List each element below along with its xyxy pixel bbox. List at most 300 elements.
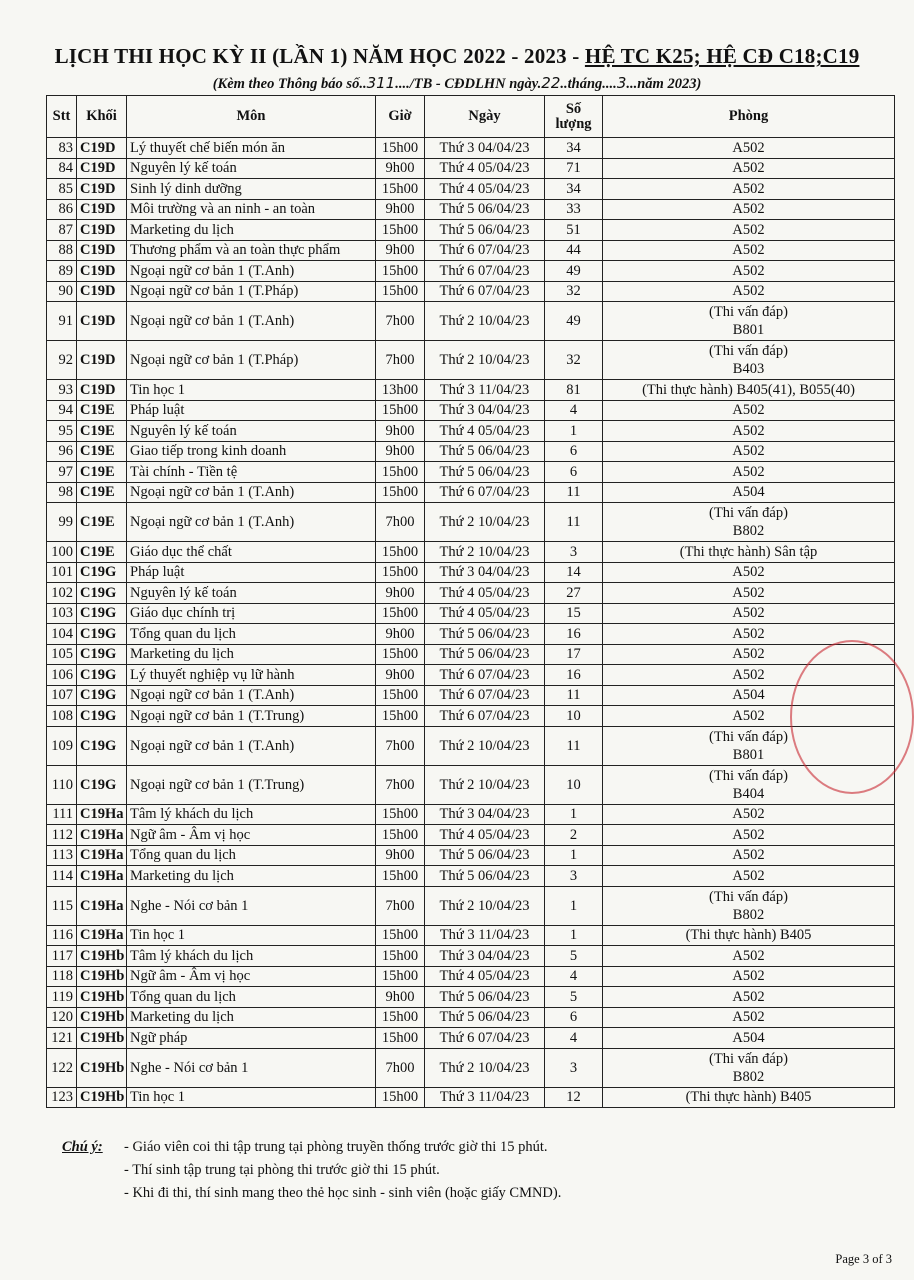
table-row [47, 624, 895, 645]
cell-mon: Tổng quan du lịch [127, 624, 376, 645]
cell-ngay: Thứ 2 10/04/23 [425, 1048, 545, 1087]
cell-khoi: C19Ha [77, 866, 127, 887]
cell-stt: 91 [47, 302, 77, 341]
room-text: (Thi vấn đáp) [709, 505, 788, 521]
table-row [47, 1028, 895, 1049]
cell-mon: Marketing du lịch [127, 866, 376, 887]
table-row [47, 138, 895, 159]
room-text-line2: B403 [732, 361, 765, 377]
col-gio: Giờ [376, 96, 425, 138]
table-row [47, 482, 895, 503]
col-stt: Stt [47, 96, 77, 138]
cell-khoi: C19Ha [77, 886, 127, 925]
cell-gio: 9h00 [376, 199, 425, 220]
table-row [47, 462, 895, 483]
cell-ngay: Thứ 3 11/04/23 [425, 1087, 545, 1108]
cell-gio: 9h00 [376, 421, 425, 442]
cell-phong [603, 421, 895, 442]
cell-so-luong: 1 [545, 886, 603, 925]
cell-stt: 120 [47, 1007, 77, 1028]
cell-so-luong: 10 [545, 765, 603, 804]
cell-phong [603, 400, 895, 421]
cell-ngay: Thứ 3 04/04/23 [425, 138, 545, 159]
cell-gio: 13h00 [376, 380, 425, 401]
cell-ngay: Thứ 6 07/04/23 [425, 261, 545, 282]
cell-mon: Tâm lý khách du lịch [127, 946, 376, 967]
cell-phong [603, 886, 895, 925]
cell-mon: Ngoại ngữ cơ bản 1 (T.Anh) [127, 726, 376, 765]
cell-ngay: Thứ 5 06/04/23 [425, 462, 545, 483]
cell-ngay: Thứ 6 07/04/23 [425, 706, 545, 727]
cell-ngay: Thứ 2 10/04/23 [425, 341, 545, 380]
cell-gio: 15h00 [376, 281, 425, 302]
cell-mon: Marketing du lịch [127, 220, 376, 241]
cell-khoi: C19D [77, 261, 127, 282]
table-row [47, 583, 895, 604]
cell-phong [603, 158, 895, 179]
cell-khoi: C19D [77, 341, 127, 380]
cell-khoi: C19Ha [77, 825, 127, 846]
room-text: A502 [732, 707, 765, 724]
cell-so-luong: 44 [545, 240, 603, 261]
table-row [47, 825, 895, 846]
cell-so-luong: 11 [545, 503, 603, 542]
cell-ngay: Thứ 5 06/04/23 [425, 441, 545, 462]
cell-khoi: C19Hb [77, 1007, 127, 1028]
cell-ngay: Thứ 4 05/04/23 [425, 825, 545, 846]
cell-phong [603, 503, 895, 542]
cell-gio: 9h00 [376, 583, 425, 604]
cell-khoi: C19D [77, 138, 127, 159]
cell-ngay: Thứ 6 07/04/23 [425, 281, 545, 302]
cell-stt: 97 [47, 462, 77, 483]
cell-mon: Ngữ pháp [127, 1028, 376, 1049]
cell-mon: Tin học 1 [127, 1087, 376, 1108]
table-row [47, 179, 895, 200]
cell-gio: 9h00 [376, 158, 425, 179]
cell-khoi: C19Hb [77, 966, 127, 987]
cell-khoi: C19G [77, 583, 127, 604]
cell-khoi: C19Hb [77, 987, 127, 1008]
cell-ngay: Thứ 3 04/04/23 [425, 804, 545, 825]
note-line: - Giáo viên coi thi tập trung tại phòng truyền thống trước giờ thi 15 phút. [124, 1139, 548, 1155]
cell-khoi: C19D [77, 220, 127, 241]
cell-khoi: C19G [77, 624, 127, 645]
table-row [47, 421, 895, 442]
cell-so-luong: 16 [545, 665, 603, 686]
cell-stt: 100 [47, 542, 77, 563]
room-text-line2: B801 [732, 322, 765, 338]
cell-khoi: C19Hb [77, 1048, 127, 1087]
cell-gio: 15h00 [376, 706, 425, 727]
cell-mon: Marketing du lịch [127, 1007, 376, 1028]
cell-so-luong: 6 [545, 441, 603, 462]
table-row [47, 503, 895, 542]
cell-ngay: Thứ 6 07/04/23 [425, 685, 545, 706]
doc-month: 3 [616, 74, 627, 92]
page-subtitle [0, 74, 914, 93]
room-text: A502 [732, 564, 765, 581]
table-row [47, 542, 895, 563]
cell-stt: 112 [47, 825, 77, 846]
cell-stt: 101 [47, 562, 77, 583]
cell-so-luong: 4 [545, 966, 603, 987]
cell-gio: 7h00 [376, 765, 425, 804]
title-main: LỊCH THI HỌC KỲ II (LẦN 1) NĂM HỌC 2022 - 2023 - [54, 44, 585, 68]
cell-mon: Pháp luật [127, 400, 376, 421]
col-khoi: Khối [77, 96, 127, 138]
table-row [47, 380, 895, 401]
cell-phong [603, 240, 895, 261]
sub-mid: ..../TB - CĐDLHN ngày. [395, 76, 542, 92]
room-text: (Thi vấn đáp) [709, 888, 788, 905]
table-row [47, 158, 895, 179]
cell-mon: Thương phẩm và an toàn thực phẩm [127, 240, 376, 261]
cell-so-luong: 71 [545, 158, 603, 179]
page-title [0, 44, 914, 69]
cell-khoi: C19D [77, 302, 127, 341]
cell-khoi: C19E [77, 482, 127, 503]
room-text: (Thi vấn đáp) [709, 343, 788, 359]
room-text: (Thi thực hành) Sân tập [679, 543, 818, 560]
cell-stt: 93 [47, 380, 77, 401]
notes [62, 1136, 561, 1205]
cell-stt: 83 [47, 138, 77, 159]
table-row [47, 966, 895, 987]
sub-prefix: (Kèm theo Thông báo số.. [212, 76, 367, 92]
cell-mon: Nguyên lý kế toán [127, 583, 376, 604]
cell-gio: 15h00 [376, 220, 425, 241]
cell-so-luong: 17 [545, 644, 603, 665]
cell-stt: 105 [47, 644, 77, 665]
cell-gio: 15h00 [376, 542, 425, 563]
cell-ngay: Thứ 6 07/04/23 [425, 240, 545, 261]
cell-so-luong: 16 [545, 624, 603, 645]
cell-gio: 7h00 [376, 726, 425, 765]
room-text: A502 [732, 584, 765, 601]
cell-stt: 115 [47, 886, 77, 925]
table-row [47, 1007, 895, 1028]
cell-so-luong: 32 [545, 341, 603, 380]
doc-number: 311 [366, 74, 396, 92]
room-text: A502 [732, 422, 765, 439]
cell-phong [603, 542, 895, 563]
cell-gio: 15h00 [376, 1028, 425, 1049]
cell-mon: Tổng quan du lịch [127, 845, 376, 866]
cell-stt: 106 [47, 665, 77, 686]
table-header-row [47, 96, 895, 138]
cell-stt: 113 [47, 845, 77, 866]
cell-khoi: C19G [77, 644, 127, 665]
cell-phong [603, 765, 895, 804]
cell-gio: 9h00 [376, 240, 425, 261]
table-row [47, 1087, 895, 1108]
cell-ngay: Thứ 4 05/04/23 [425, 583, 545, 604]
cell-ngay: Thứ 2 10/04/23 [425, 542, 545, 563]
cell-so-luong: 1 [545, 804, 603, 825]
cell-so-luong: 81 [545, 380, 603, 401]
cell-phong [603, 726, 895, 765]
room-text: A502 [732, 947, 765, 964]
cell-mon: Nguyên lý kế toán [127, 158, 376, 179]
cell-ngay: Thứ 5 06/04/23 [425, 220, 545, 241]
room-text: A502 [732, 826, 765, 843]
cell-so-luong: 14 [545, 562, 603, 583]
cell-gio: 15h00 [376, 866, 425, 887]
cell-mon: Ngoại ngữ cơ bản 1 (T.Pháp) [127, 341, 376, 380]
cell-so-luong: 6 [545, 462, 603, 483]
cell-stt: 95 [47, 421, 77, 442]
cell-so-luong: 32 [545, 281, 603, 302]
cell-gio: 15h00 [376, 1087, 425, 1108]
cell-ngay: Thứ 5 06/04/23 [425, 1007, 545, 1028]
cell-so-luong: 4 [545, 1028, 603, 1049]
sub-month-pre: ..tháng.... [560, 76, 617, 92]
room-text: (Thi thực hành) B405 [685, 1089, 812, 1106]
cell-khoi: C19E [77, 462, 127, 483]
cell-phong [603, 925, 895, 946]
cell-khoi: C19D [77, 281, 127, 302]
cell-ngay: Thứ 2 10/04/23 [425, 886, 545, 925]
cell-mon: Môi trường và an ninh - an toàn [127, 199, 376, 220]
room-text: A502 [732, 283, 765, 300]
cell-ngay: Thứ 4 05/04/23 [425, 966, 545, 987]
exam-schedule-table [46, 95, 895, 1108]
cell-so-luong: 11 [545, 726, 603, 765]
cell-mon: Tâm lý khách du lịch [127, 804, 376, 825]
cell-ngay: Thứ 3 04/04/23 [425, 946, 545, 967]
cell-so-luong: 5 [545, 987, 603, 1008]
cell-so-luong: 3 [545, 866, 603, 887]
sub-end: ...năm 2023) [626, 76, 702, 92]
cell-mon: Ngoại ngữ cơ bản 1 (T.Pháp) [127, 281, 376, 302]
cell-stt: 110 [47, 765, 77, 804]
cell-stt: 94 [47, 400, 77, 421]
room-text: A502 [732, 1009, 765, 1026]
cell-gio: 15h00 [376, 400, 425, 421]
note-line: - Khi đi thi, thí sinh mang theo thẻ học sinh - sinh viên (hoặc giấy CMND). [124, 1185, 562, 1201]
cell-stt: 103 [47, 603, 77, 624]
cell-stt: 87 [47, 220, 77, 241]
table-row [47, 341, 895, 380]
cell-ngay: Thứ 4 05/04/23 [425, 603, 545, 624]
cell-khoi: C19G [77, 726, 127, 765]
cell-ngay: Thứ 4 05/04/23 [425, 179, 545, 200]
cell-mon: Giáo dục thể chất [127, 542, 376, 563]
room-text: A502 [732, 443, 765, 460]
cell-phong [603, 665, 895, 686]
table-row [47, 706, 895, 727]
col-ngay: Ngày [425, 96, 545, 138]
cell-phong [603, 1087, 895, 1108]
note-label: Chú ý: [62, 1139, 103, 1155]
cell-mon: Ngoại ngữ cơ bản 1 (T.Anh) [127, 302, 376, 341]
room-text: A502 [732, 847, 765, 864]
cell-ngay: Thứ 3 11/04/23 [425, 925, 545, 946]
cell-phong [603, 644, 895, 665]
cell-khoi: C19G [77, 665, 127, 686]
cell-gio: 15h00 [376, 966, 425, 987]
cell-khoi: C19G [77, 603, 127, 624]
cell-stt: 92 [47, 341, 77, 380]
table-row [47, 1048, 895, 1087]
cell-khoi: C19D [77, 380, 127, 401]
cell-stt: 122 [47, 1048, 77, 1087]
cell-mon: Tin học 1 [127, 380, 376, 401]
cell-stt: 90 [47, 281, 77, 302]
table-row [47, 562, 895, 583]
cell-so-luong: 4 [545, 400, 603, 421]
cell-mon: Lý thuyết chế biến món ăn [127, 138, 376, 159]
cell-so-luong: 11 [545, 685, 603, 706]
table-row [47, 441, 895, 462]
table-row [47, 603, 895, 624]
cell-mon: Sinh lý dinh dưỡng [127, 179, 376, 200]
cell-so-luong: 1 [545, 845, 603, 866]
cell-gio: 15h00 [376, 261, 425, 282]
cell-ngay: Thứ 6 07/04/23 [425, 1028, 545, 1049]
cell-so-luong: 12 [545, 1087, 603, 1108]
cell-khoi: C19Hb [77, 946, 127, 967]
cell-stt: 107 [47, 685, 77, 706]
cell-so-luong: 3 [545, 1048, 603, 1087]
table-row [47, 665, 895, 686]
cell-khoi: C19D [77, 158, 127, 179]
room-text: A502 [732, 666, 765, 683]
cell-phong [603, 1028, 895, 1049]
table-row [47, 400, 895, 421]
cell-ngay: Thứ 2 10/04/23 [425, 765, 545, 804]
col-mon: Môn [127, 96, 376, 138]
cell-khoi: C19Hb [77, 1087, 127, 1108]
cell-mon: Giáo dục chính trị [127, 603, 376, 624]
cell-khoi: C19Ha [77, 925, 127, 946]
cell-so-luong: 34 [545, 179, 603, 200]
cell-khoi: C19G [77, 685, 127, 706]
cell-so-luong: 6 [545, 1007, 603, 1028]
room-text-line2: B802 [732, 523, 765, 539]
room-text: A502 [732, 625, 765, 642]
table-row [47, 987, 895, 1008]
cell-khoi: C19G [77, 706, 127, 727]
room-text: A502 [732, 262, 765, 279]
cell-gio: 15h00 [376, 925, 425, 946]
cell-phong [603, 866, 895, 887]
cell-phong [603, 562, 895, 583]
cell-stt: 85 [47, 179, 77, 200]
cell-so-luong: 1 [545, 925, 603, 946]
cell-phong [603, 302, 895, 341]
cell-ngay: Thứ 5 06/04/23 [425, 845, 545, 866]
cell-stt: 117 [47, 946, 77, 967]
doc-day: 22 [541, 74, 561, 92]
table-row [47, 845, 895, 866]
col-phong: Phòng [603, 96, 895, 138]
room-text: (Thi vấn đáp) [709, 767, 788, 784]
room-text-line2: B404 [732, 785, 765, 802]
cell-khoi: C19Ha [77, 845, 127, 866]
cell-stt: 118 [47, 966, 77, 987]
table-row [47, 261, 895, 282]
cell-gio: 7h00 [376, 302, 425, 341]
cell-khoi: C19D [77, 240, 127, 261]
cell-ngay: Thứ 5 06/04/23 [425, 866, 545, 887]
room-text: A504 [732, 1029, 765, 1046]
table-row [47, 281, 895, 302]
room-text: A502 [732, 180, 765, 197]
cell-stt: 104 [47, 624, 77, 645]
cell-ngay: Thứ 2 10/04/23 [425, 503, 545, 542]
cell-gio: 7h00 [376, 886, 425, 925]
cell-phong [603, 583, 895, 604]
table-row [47, 199, 895, 220]
cell-phong [603, 199, 895, 220]
cell-ngay: Thứ 5 06/04/23 [425, 644, 545, 665]
cell-mon: Ngữ âm - Âm vị học [127, 825, 376, 846]
cell-phong [603, 482, 895, 503]
cell-so-luong: 3 [545, 542, 603, 563]
table-row [47, 765, 895, 804]
cell-gio: 15h00 [376, 825, 425, 846]
cell-mon: Giao tiếp trong kinh doanh [127, 441, 376, 462]
cell-khoi: C19G [77, 562, 127, 583]
cell-ngay: Thứ 6 07/04/23 [425, 482, 545, 503]
cell-khoi: C19E [77, 441, 127, 462]
cell-khoi: C19Ha [77, 804, 127, 825]
cell-stt: 96 [47, 441, 77, 462]
cell-mon: Ngoại ngữ cơ bản 1 (T.Trung) [127, 706, 376, 727]
cell-ngay: Thứ 3 04/04/23 [425, 562, 545, 583]
room-text-line2: B802 [732, 906, 765, 923]
cell-so-luong: 1 [545, 421, 603, 442]
cell-ngay: Thứ 5 06/04/23 [425, 624, 545, 645]
cell-stt: 99 [47, 503, 77, 542]
cell-so-luong: 49 [545, 302, 603, 341]
cell-khoi: C19E [77, 400, 127, 421]
cell-stt: 84 [47, 158, 77, 179]
cell-gio: 9h00 [376, 441, 425, 462]
cell-gio: 7h00 [376, 341, 425, 380]
cell-mon: Nghe - Nói cơ bản 1 [127, 886, 376, 925]
cell-so-luong: 11 [545, 482, 603, 503]
room-text: (Thi vấn đáp) [709, 1050, 788, 1067]
cell-khoi: C19Hb [77, 1028, 127, 1049]
room-text: (Thi vấn đáp) [709, 728, 788, 745]
cell-mon: Ngoại ngữ cơ bản 1 (T.Anh) [127, 685, 376, 706]
table-row [47, 886, 895, 925]
page-number: Page 3 of 3 [835, 1252, 892, 1266]
cell-ngay: Thứ 2 10/04/23 [425, 302, 545, 341]
note-line: - Thí sinh tập trung tại phòng thi trước giờ thi 15 phút. [124, 1162, 440, 1178]
room-text: A502 [732, 242, 765, 259]
cell-phong [603, 845, 895, 866]
room-text: A502 [732, 160, 765, 177]
room-text: A502 [732, 968, 765, 985]
cell-mon: Tài chính - Tiền tệ [127, 462, 376, 483]
cell-gio: 15h00 [376, 462, 425, 483]
cell-phong [603, 804, 895, 825]
room-text: A502 [732, 201, 765, 218]
cell-stt: 88 [47, 240, 77, 261]
cell-phong [603, 1048, 895, 1087]
cell-gio: 7h00 [376, 1048, 425, 1087]
cell-khoi: C19E [77, 421, 127, 442]
cell-phong [603, 261, 895, 282]
cell-gio: 7h00 [376, 503, 425, 542]
cell-stt: 119 [47, 987, 77, 1008]
cell-phong [603, 380, 895, 401]
room-text: A502 [732, 139, 765, 156]
